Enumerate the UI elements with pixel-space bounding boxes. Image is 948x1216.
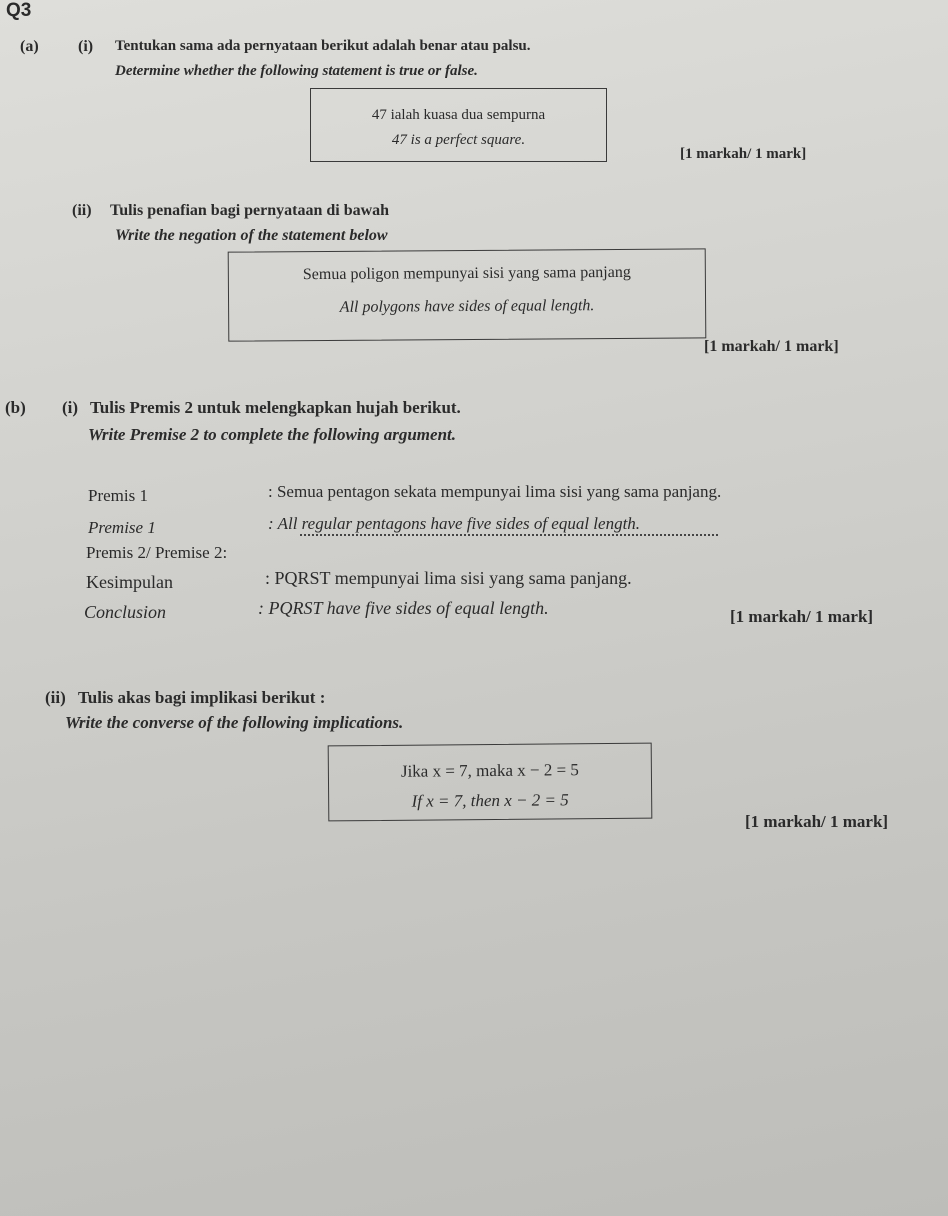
- instruction-ms: Tentukan sama ada pernyataan berikut adalah benar atau palsu.: [115, 38, 531, 54]
- part-b-ii-label: (ii): [45, 688, 66, 707]
- instruction-ms: Tulis penafian bagi pernyataan di bawah: [110, 202, 390, 219]
- conclusion-en: : PQRST have five sides of equal length.: [258, 598, 549, 618]
- premise1-en: : All regular pentagons have five sides of equal length.: [268, 514, 641, 533]
- instruction-en: Write Premise 2 to complete the following argument.: [88, 425, 457, 444]
- instruction-en: Write the converse of the following implications.: [65, 713, 404, 732]
- premise2-label: Premis 2/ Premise 2:: [86, 543, 228, 562]
- conclusion-ms: : PQRST mempunyai lima sisi yang sama panjang.: [265, 568, 632, 588]
- statement-ms: 47 ialah kuasa dua sempurna: [371, 107, 546, 123]
- statement-en: If x = 7, then x − 2 = 5: [411, 790, 569, 811]
- marks: [1 markah/ 1 mark]: [704, 338, 839, 355]
- conclusion-label-ms: Kesimpulan: [86, 572, 173, 592]
- conclusion-label-en: Conclusion: [84, 602, 167, 622]
- marks: [1 markah/ 1 mark]: [745, 812, 889, 831]
- instruction-ms: Tulis akas bagi implikasi berikut :: [78, 688, 326, 707]
- premise1-label-ms: Premis 1: [88, 486, 148, 505]
- premise1-ms: : Semua pentagon sekata mempunyai lima sisi yang sama panjang.: [268, 482, 722, 501]
- instruction-ms: Tulis Premis 2 untuk melengkapkan hujah berikut.: [90, 398, 461, 417]
- part-b-label: (b): [5, 398, 26, 417]
- statement-ms: Jika x = 7, maka x − 2 = 5: [400, 760, 579, 781]
- part-b-i-label: (i): [62, 398, 79, 417]
- statement-box: [228, 248, 707, 341]
- statement-box: [310, 88, 607, 162]
- statement-ms: Semua poligon mempunyai sisi yang sama panjang: [302, 263, 631, 284]
- marks: [1 markah/ 1 mark]: [680, 146, 807, 162]
- question-number: Q3: [6, 0, 32, 21]
- part-a-label: (a): [20, 38, 39, 55]
- instruction-en: Write the negation of the statement below: [115, 227, 388, 244]
- part-a-ii-label: (ii): [72, 202, 92, 219]
- premise2-answer-line[interactable]: [300, 534, 718, 536]
- statement-en: All polygons have sides of equal length.: [339, 297, 595, 316]
- instruction-en: Determine whether the following statement is true or false.: [115, 63, 478, 79]
- part-a-i-label: (i): [78, 38, 94, 55]
- statement-en: 47 is a perfect square.: [391, 132, 526, 148]
- statement-box: [328, 743, 653, 822]
- premise1-label-en: Premise 1: [88, 518, 156, 537]
- marks: [1 markah/ 1 mark]: [730, 607, 874, 626]
